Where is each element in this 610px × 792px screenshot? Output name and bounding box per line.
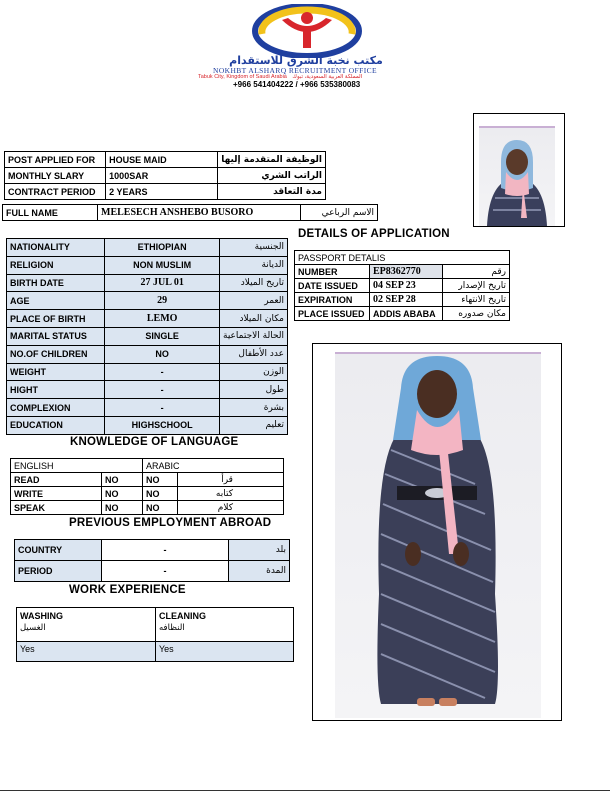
job-value: 2 YEARS (106, 184, 218, 200)
table-row (15, 540, 290, 561)
office-name-arabic: مكتب نخبة الشرق للاستقدام (229, 54, 383, 67)
table-row (11, 473, 284, 487)
table-row (11, 487, 284, 501)
language-table (10, 458, 284, 515)
passport-value: 04 SEP 23 (370, 279, 443, 293)
table-row (295, 293, 510, 307)
table-row (7, 239, 288, 257)
table-row (17, 642, 294, 662)
language-skill-ar: كتابه (178, 487, 284, 501)
language-arabic: NO (143, 487, 178, 501)
table-row (5, 184, 326, 200)
employment-label-ar: بلد (229, 540, 290, 561)
personal-label-ar: تاريخ الميلاد (220, 274, 288, 292)
personal-label-ar: تعليم (220, 416, 288, 434)
personal-value: NO (105, 345, 220, 363)
passport-label: PLACE ISSUED (295, 307, 370, 321)
table-row (7, 256, 288, 274)
table-row (5, 168, 326, 184)
table-row (295, 251, 510, 265)
full-name-table (2, 204, 378, 221)
table-row (7, 363, 288, 381)
employment-table (14, 539, 290, 582)
job-label-ar: مدة التعاقد (218, 184, 326, 200)
personal-value: 27 JUL 01 (105, 274, 220, 292)
passport-value: 02 SEP 28 (370, 293, 443, 307)
language-arabic: NO (143, 501, 178, 515)
language-english: NO (102, 501, 143, 515)
employment-value: - (102, 561, 229, 582)
full-name-label-ar: الاسم الرباعي (301, 205, 378, 221)
full-name-label: FULL NAME (3, 205, 98, 221)
personal-label: EDUCATION (7, 416, 105, 434)
personal-label-ar: طول (220, 381, 288, 399)
passport-label-ar: تاريخ الانتهاء (443, 293, 510, 307)
experience-value: Yes (17, 642, 156, 662)
table-row (295, 307, 510, 321)
details-title: DETAILS OF APPLICATION (298, 228, 450, 240)
personal-label-ar: الديانة (220, 256, 288, 274)
job-value: 1000SAR (106, 168, 218, 184)
table-row (7, 292, 288, 310)
experience-label-ar: النظافه (159, 623, 185, 633)
table-row (11, 459, 284, 473)
office-name-english: NOKHBT ALSHARQ RECRUITMENT OFFICE (213, 66, 377, 75)
table-row (7, 399, 288, 417)
personal-label: PLACE OF BIRTH (7, 310, 105, 328)
personal-value: SINGLE (105, 327, 220, 345)
personal-label: BIRTH DATE (7, 274, 105, 292)
language-skill: WRITE (11, 487, 102, 501)
job-label-ar: الوظيفة المتقدمة إليها (218, 152, 326, 168)
personal-label-ar: بشرة (220, 399, 288, 417)
personal-table (6, 238, 288, 435)
personal-value: ETHIOPIAN (105, 239, 220, 257)
table-row (295, 279, 510, 293)
personal-label-ar: الجنسية (220, 239, 288, 257)
table-row (7, 327, 288, 345)
table-row (7, 416, 288, 434)
personal-value: - (105, 381, 220, 399)
table-row (5, 152, 326, 168)
table-row (3, 205, 378, 221)
full-body-photo-frame (312, 343, 562, 721)
personal-label: NO.OF CHILDREN (7, 345, 105, 363)
personal-label: AGE (7, 292, 105, 310)
address-english: Tabuk City, Kingdom of Saudi Arabia (198, 74, 287, 80)
language-head-arabic: ARABIC (143, 459, 284, 473)
experience-title: WORK EXPERIENCE (69, 584, 186, 596)
personal-label: MARITAL STATUS (7, 327, 105, 345)
experience-table (16, 607, 294, 662)
language-skill: SPEAK (11, 501, 102, 515)
personal-value: - (105, 399, 220, 417)
language-skill-ar: قرأ (178, 473, 284, 487)
personal-label-ar: العمر (220, 292, 288, 310)
experience-label-ar: الغسيل (20, 623, 46, 633)
personal-value: HIGHSCHOOL (105, 416, 220, 434)
experience-cell-cleaning (156, 608, 294, 642)
language-head-english: ENGLISH (11, 459, 143, 473)
experience-label: WASHING (20, 611, 64, 621)
passport-label-ar: تاريخ الإصدار (443, 279, 510, 293)
personal-label-ar: الوزن (220, 363, 288, 381)
personal-value: LEMO (105, 310, 220, 328)
passport-photo (479, 126, 555, 226)
experience-cell-washing (17, 608, 156, 642)
table-row (15, 561, 290, 582)
language-skill: READ (11, 473, 102, 487)
job-table (4, 151, 326, 200)
table-row (11, 501, 284, 515)
address-arabic: المملكة العربية السعودية، تبوك (292, 74, 363, 80)
language-arabic: NO (143, 473, 178, 487)
job-label: MONTHLY SLARY (5, 168, 106, 184)
experience-value: Yes (156, 642, 294, 662)
phone-numbers: +966 541404222 / +966 535380083 (233, 80, 361, 89)
bottom-divider (0, 790, 610, 791)
passport-label: DATE ISSUED (295, 279, 370, 293)
full-body-photo (335, 352, 541, 718)
passport-photo-frame (473, 113, 565, 227)
job-label-ar: الراتب الشري (218, 168, 326, 184)
table-row (7, 381, 288, 399)
experience-label: CLEANING (159, 611, 206, 621)
personal-value: NON MUSLIM (105, 256, 220, 274)
personal-label: COMPLEXION (7, 399, 105, 417)
employment-label-ar: المدة (229, 561, 290, 582)
table-row (295, 265, 510, 279)
passport-title: PASSPORT DETALIS (295, 251, 510, 265)
personal-label-ar: الحالة الاجتماعية (220, 327, 288, 345)
language-skill-ar: كلام (178, 501, 284, 515)
personal-label: HIGHT (7, 381, 105, 399)
table-row (7, 310, 288, 328)
personal-label: NATIONALITY (7, 239, 105, 257)
table-row (17, 608, 294, 642)
table-row (7, 274, 288, 292)
passport-table (294, 250, 510, 321)
passport-label: EXPIRATION (295, 293, 370, 307)
table-row (7, 345, 288, 363)
passport-label: NUMBER (295, 265, 370, 279)
language-english: NO (102, 473, 143, 487)
employment-value: - (102, 540, 229, 561)
personal-label-ar: عدد الأطفال (220, 345, 288, 363)
language-title: KNOWLEDGE OF LANGUAGE (70, 436, 239, 448)
job-value: HOUSE MAID (106, 152, 218, 168)
language-english: NO (102, 487, 143, 501)
personal-label-ar: مكان الميلاد (220, 310, 288, 328)
full-name-value: MELESECH ANSHEBO BUSORO (98, 205, 301, 221)
job-label: POST APPLIED FOR (5, 152, 106, 168)
passport-value: ADDIS ABABA (370, 307, 443, 321)
office-logo (252, 4, 362, 58)
passport-number: EP8362770 (370, 265, 443, 279)
personal-value: - (105, 363, 220, 381)
job-label: CONTRACT PERIOD (5, 184, 106, 200)
passport-label-ar: مكان صدوره (443, 307, 510, 321)
personal-value: 29 (105, 292, 220, 310)
passport-label-ar: رقم (443, 265, 510, 279)
employment-label: COUNTRY (15, 540, 102, 561)
personal-label: RELIGION (7, 256, 105, 274)
employment-label: PERIOD (15, 561, 102, 582)
employment-title: PREVIOUS EMPLOYMENT ABROAD (69, 517, 272, 529)
personal-label: WEIGHT (7, 363, 105, 381)
